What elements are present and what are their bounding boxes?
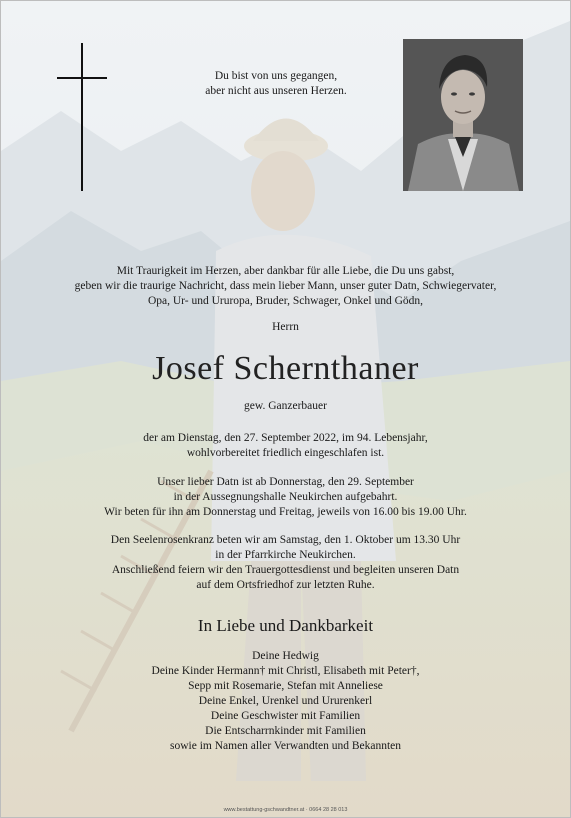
quote-line: aber nicht aus unseren Herzen.: [205, 85, 347, 97]
latin-cross-icon: [57, 43, 107, 191]
portrait-photo: [403, 39, 523, 191]
mourners-line: Deine Kinder Hermann† mit Christl, Elisabeth mit Peter†,: [151, 665, 420, 677]
mourners-line: Deine Enkel, Urenkel und Ururenkerl: [198, 695, 373, 707]
viewing-info: [1, 475, 570, 520]
deceased-nickname: gew. Ganzerbauer: [244, 400, 327, 412]
service-line: Den Seelenrosenkranz beten wir am Samstag, den 1. Oktober um 13.30 Uhr: [110, 534, 461, 546]
mourners-line: Deine Hedwig: [252, 650, 319, 662]
mourners-line: Sepp mit Rosemarie, Stefan mit Anneliese: [188, 680, 383, 692]
death-notice-line: wohlvorbereitet friedlich eingeschlafen ist.: [186, 447, 385, 459]
salutation: Herrn: [272, 321, 299, 333]
intro-line: geben wir die traurige Nachricht, dass mein lieber Mann, unser guter Datn, Schwiegervater,: [74, 280, 497, 292]
service-line: Anschließend feiern wir den Trauergottesdienst und begleiten unseren Datn: [111, 564, 460, 576]
service-line: auf dem Ortsfriedhof zur letzten Ruhe.: [196, 579, 375, 591]
death-notice-line: der am Dienstag, den 27. September 2022, im 94. Lebensjahr,: [143, 432, 428, 444]
viewing-line: in der Aussegnungshalle Neukirchen aufgebahrt.: [173, 491, 398, 503]
closing-heading: In Liebe und Dankbarkeit: [197, 616, 374, 635]
mourners-line: sowie im Namen aller Verwandten und Bekannten: [170, 740, 401, 752]
mourners-line: Die Entscharrnkinder mit Familien: [205, 725, 366, 737]
intro-line: Mit Traurigkeit im Herzen, aber dankbar für alle Liebe, die Du uns gabst,: [116, 265, 455, 277]
mourners-list: [1, 649, 570, 754]
death-notice: [1, 431, 570, 461]
quote-line: Du bist von uns gegangen,: [214, 70, 338, 82]
intro-line: Opa, Ur- und Ururopa, Bruder, Schwager, Onkel und Gödn,: [147, 295, 424, 307]
viewing-line: Unser lieber Datn ist ab Donnerstag, den 29. September: [157, 476, 414, 488]
service-line: in der Pfarrkirche Neukirchen.: [215, 549, 356, 561]
deceased-name: Josef Schernthaner: [152, 350, 419, 387]
footer-contact: www.bestattung-gschwandtner.at · 0664 28 28 013: [223, 807, 348, 813]
mourners-line: Deine Geschwister mit Familien: [210, 710, 361, 722]
service-info: [1, 533, 570, 593]
intro-text: [1, 264, 570, 309]
viewing-line: Wir beten für ihn am Donnerstag und Freitag, jeweils von 16.00 bis 19.00 Uhr.: [104, 506, 467, 518]
memorial-quote: [161, 69, 391, 99]
